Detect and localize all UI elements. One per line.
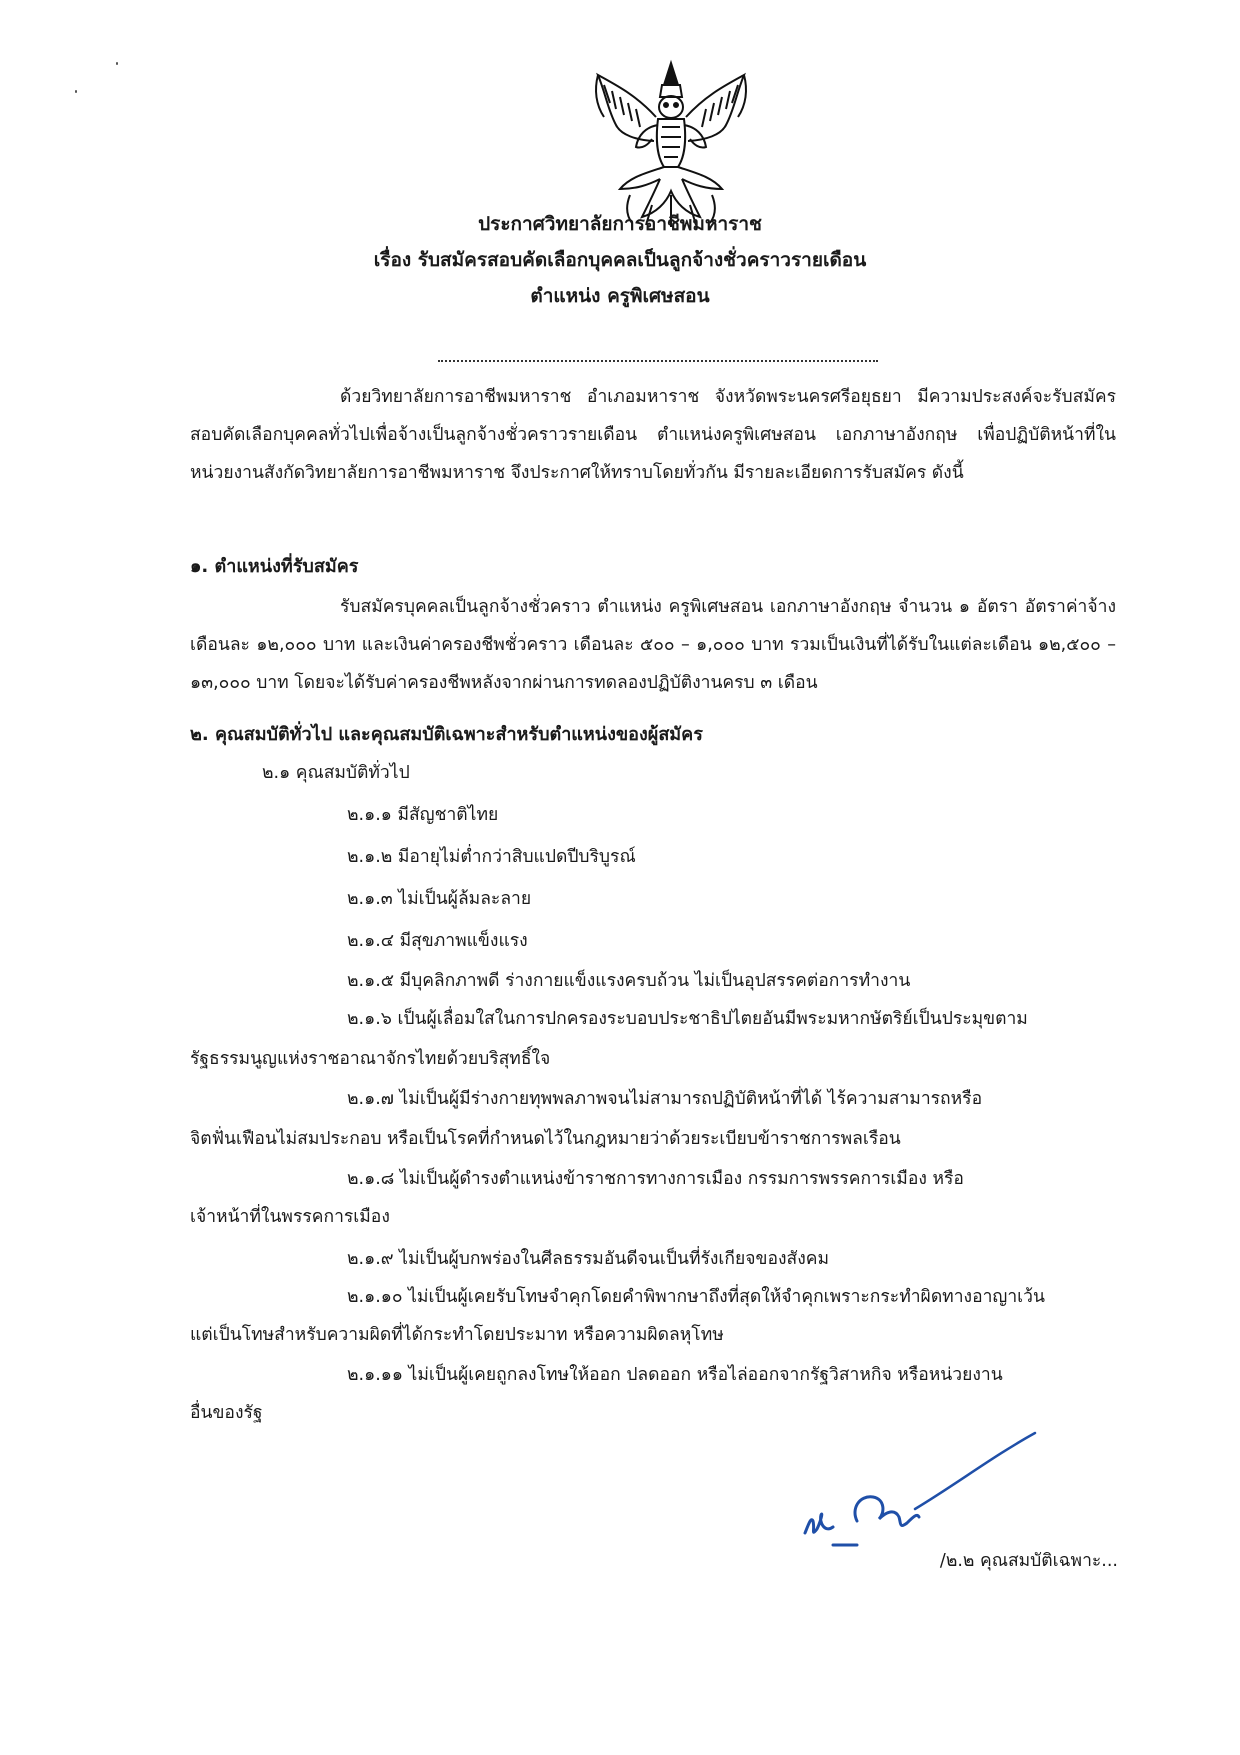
list-item-continuation: อื่นของรัฐ	[190, 1403, 263, 1423]
list-item-continuation: รัฐธรรมนูญแห่งราชอาณาจักรไทยด้วยบริสุทธิ์ใจ	[190, 1049, 551, 1069]
list-item: ๒.๑.๖ เป็นผู้เลื่อมใสในการปกครองระบอบประชาธิปไตยอันมีพระมหากษัตริย์เป็นประมุขตาม	[347, 1009, 1028, 1029]
intro-text: ด้วยวิทยาลัยการอาชีพมหาราช อำเภอมหาราช จังหวัดพระนครศรีอยุธยา มีความประสงค์จะรับสมัครสอบคัดเลือกบุคคลทั่วไปเพื่อจ้างเป็นลูกจ้างชั่วคราวรายเดือน ตำแหน่งครูพิเศษสอน เอกภาษาอังกฤษ เพื่อปฏิบัติหน้าที่ในหน่วยงานสังกัดวิทยาลัยการอาชีพมหาราช จึงประกาศให้ทราบโดยทั่วกัน มีรายละเอียดการรับสมัคร ดังนี้	[190, 387, 1116, 483]
list-item: ๒.๑.๓ ไม่เป็นผู้ล้มละลาย	[347, 889, 532, 909]
list-item: ๒.๑.๘ ไม่เป็นผู้ดำรงตำแหน่งข้าราชการทางการเมือง กรรมการพรรคการเมือง หรือ	[347, 1169, 964, 1189]
continuation-reference: /๒.๒ คุณสมบัติเฉพาะ...	[939, 1551, 1118, 1571]
dotted-divider	[438, 360, 878, 362]
handwritten-signature	[795, 1425, 1045, 1555]
list-item: ๒.๑.๑๑ ไม่เป็นผู้เคยถูกลงโทษให้ออก ปลดออก หรือไล่ออกจากรัฐวิสาหกิจ หรือหน่วยงาน	[347, 1365, 1003, 1385]
list-item: ๒.๑.๔ มีสุขภาพแข็งแรง	[347, 931, 528, 951]
announcement-position: ตำแหน่ง ครูพิเศษสอน	[530, 285, 710, 307]
list-item: ๒.๑.๑๐ ไม่เป็นผู้เคยรับโทษจำคุกโดยคำพิพากษาถึงที่สุดให้จำคุกเพราะกระทำผิดทางอาญาเว้น	[347, 1287, 1045, 1307]
list-item: ๒.๑.๙ ไม่เป็นผู้บกพร่องในศีลธรรมอันดีจนเป็นที่รังเกียจของสังคม	[347, 1249, 830, 1269]
scan-speck	[116, 62, 118, 65]
section2-heading: ๒. คุณสมบัติทั่วไป และคุณสมบัติเฉพาะสำหรับตำแหน่งของผู้สมัคร	[190, 724, 703, 745]
scan-speck	[75, 90, 77, 93]
announcement-subject: เรื่อง รับสมัครสอบคัดเลือกบุคคลเป็นลูกจ้างชั่วคราวรายเดือน	[373, 249, 867, 271]
list-item-continuation: จิตฟั่นเฟือนไม่สมประกอบ หรือเป็นโรคที่กำหนดไว้ในกฎหมายว่าด้วยระเบียบข้าราชการพลเรือน	[190, 1129, 901, 1149]
list-item-continuation: เจ้าหน้าที่ในพรรคการเมือง	[190, 1207, 390, 1227]
intro-paragraph	[190, 378, 1116, 492]
section1-paragraph	[190, 588, 1116, 702]
list-item: ๒.๑.๕ มีบุคลิกภาพดี ร่างกายแข็งแรงครบถ้วน ไม่เป็นอุปสรรคต่อการทำงาน	[347, 971, 911, 991]
list-item-continuation: แต่เป็นโทษสำหรับความผิดที่ได้กระทำโดยประมาท หรือความผิดลหุโทษ	[190, 1325, 724, 1345]
garuda-emblem	[586, 55, 756, 230]
list-item: ๒.๑.๑ มีสัญชาติไทย	[347, 805, 499, 825]
section1-text: รับสมัครบุคคลเป็นลูกจ้างชั่วคราว ตำแหน่ง ครูพิเศษสอน เอกภาษาอังกฤษ จำนวน ๑ อัตรา อัตราค่าจ้างเดือนละ ๑๒,๐๐๐ บาท และเงินค่าครองชีพชั่วคราว เดือนละ ๕๐๐ – ๑,๐๐๐ บาท รวมเป็นเงินที่ได้รับในแต่ละเดือน ๑๒,๕๐๐ – ๑๓,๐๐๐ บาท โดยจะได้รับค่าครองชีพหลังจากผ่านการทดลองปฏิบัติงานครบ ๓ เดือน	[190, 597, 1116, 693]
section2-1-heading: ๒.๑ คุณสมบัติทั่วไป	[262, 763, 410, 783]
list-item: ๒.๑.๒ มีอายุไม่ต่ำกว่าสิบแปดปีบริบูรณ์	[347, 847, 636, 867]
list-item: ๒.๑.๗ ไม่เป็นผู้มีร่างกายทุพพลภาพจนไม่สามารถปฏิบัติหน้าที่ได้ ไร้ความสามารถหรือ	[347, 1089, 983, 1109]
section1-heading: ๑. ตำแหน่งที่รับสมัคร	[190, 556, 359, 577]
announcement-title: ประกาศวิทยาลัยการอาชีพมหาราช	[478, 213, 762, 235]
